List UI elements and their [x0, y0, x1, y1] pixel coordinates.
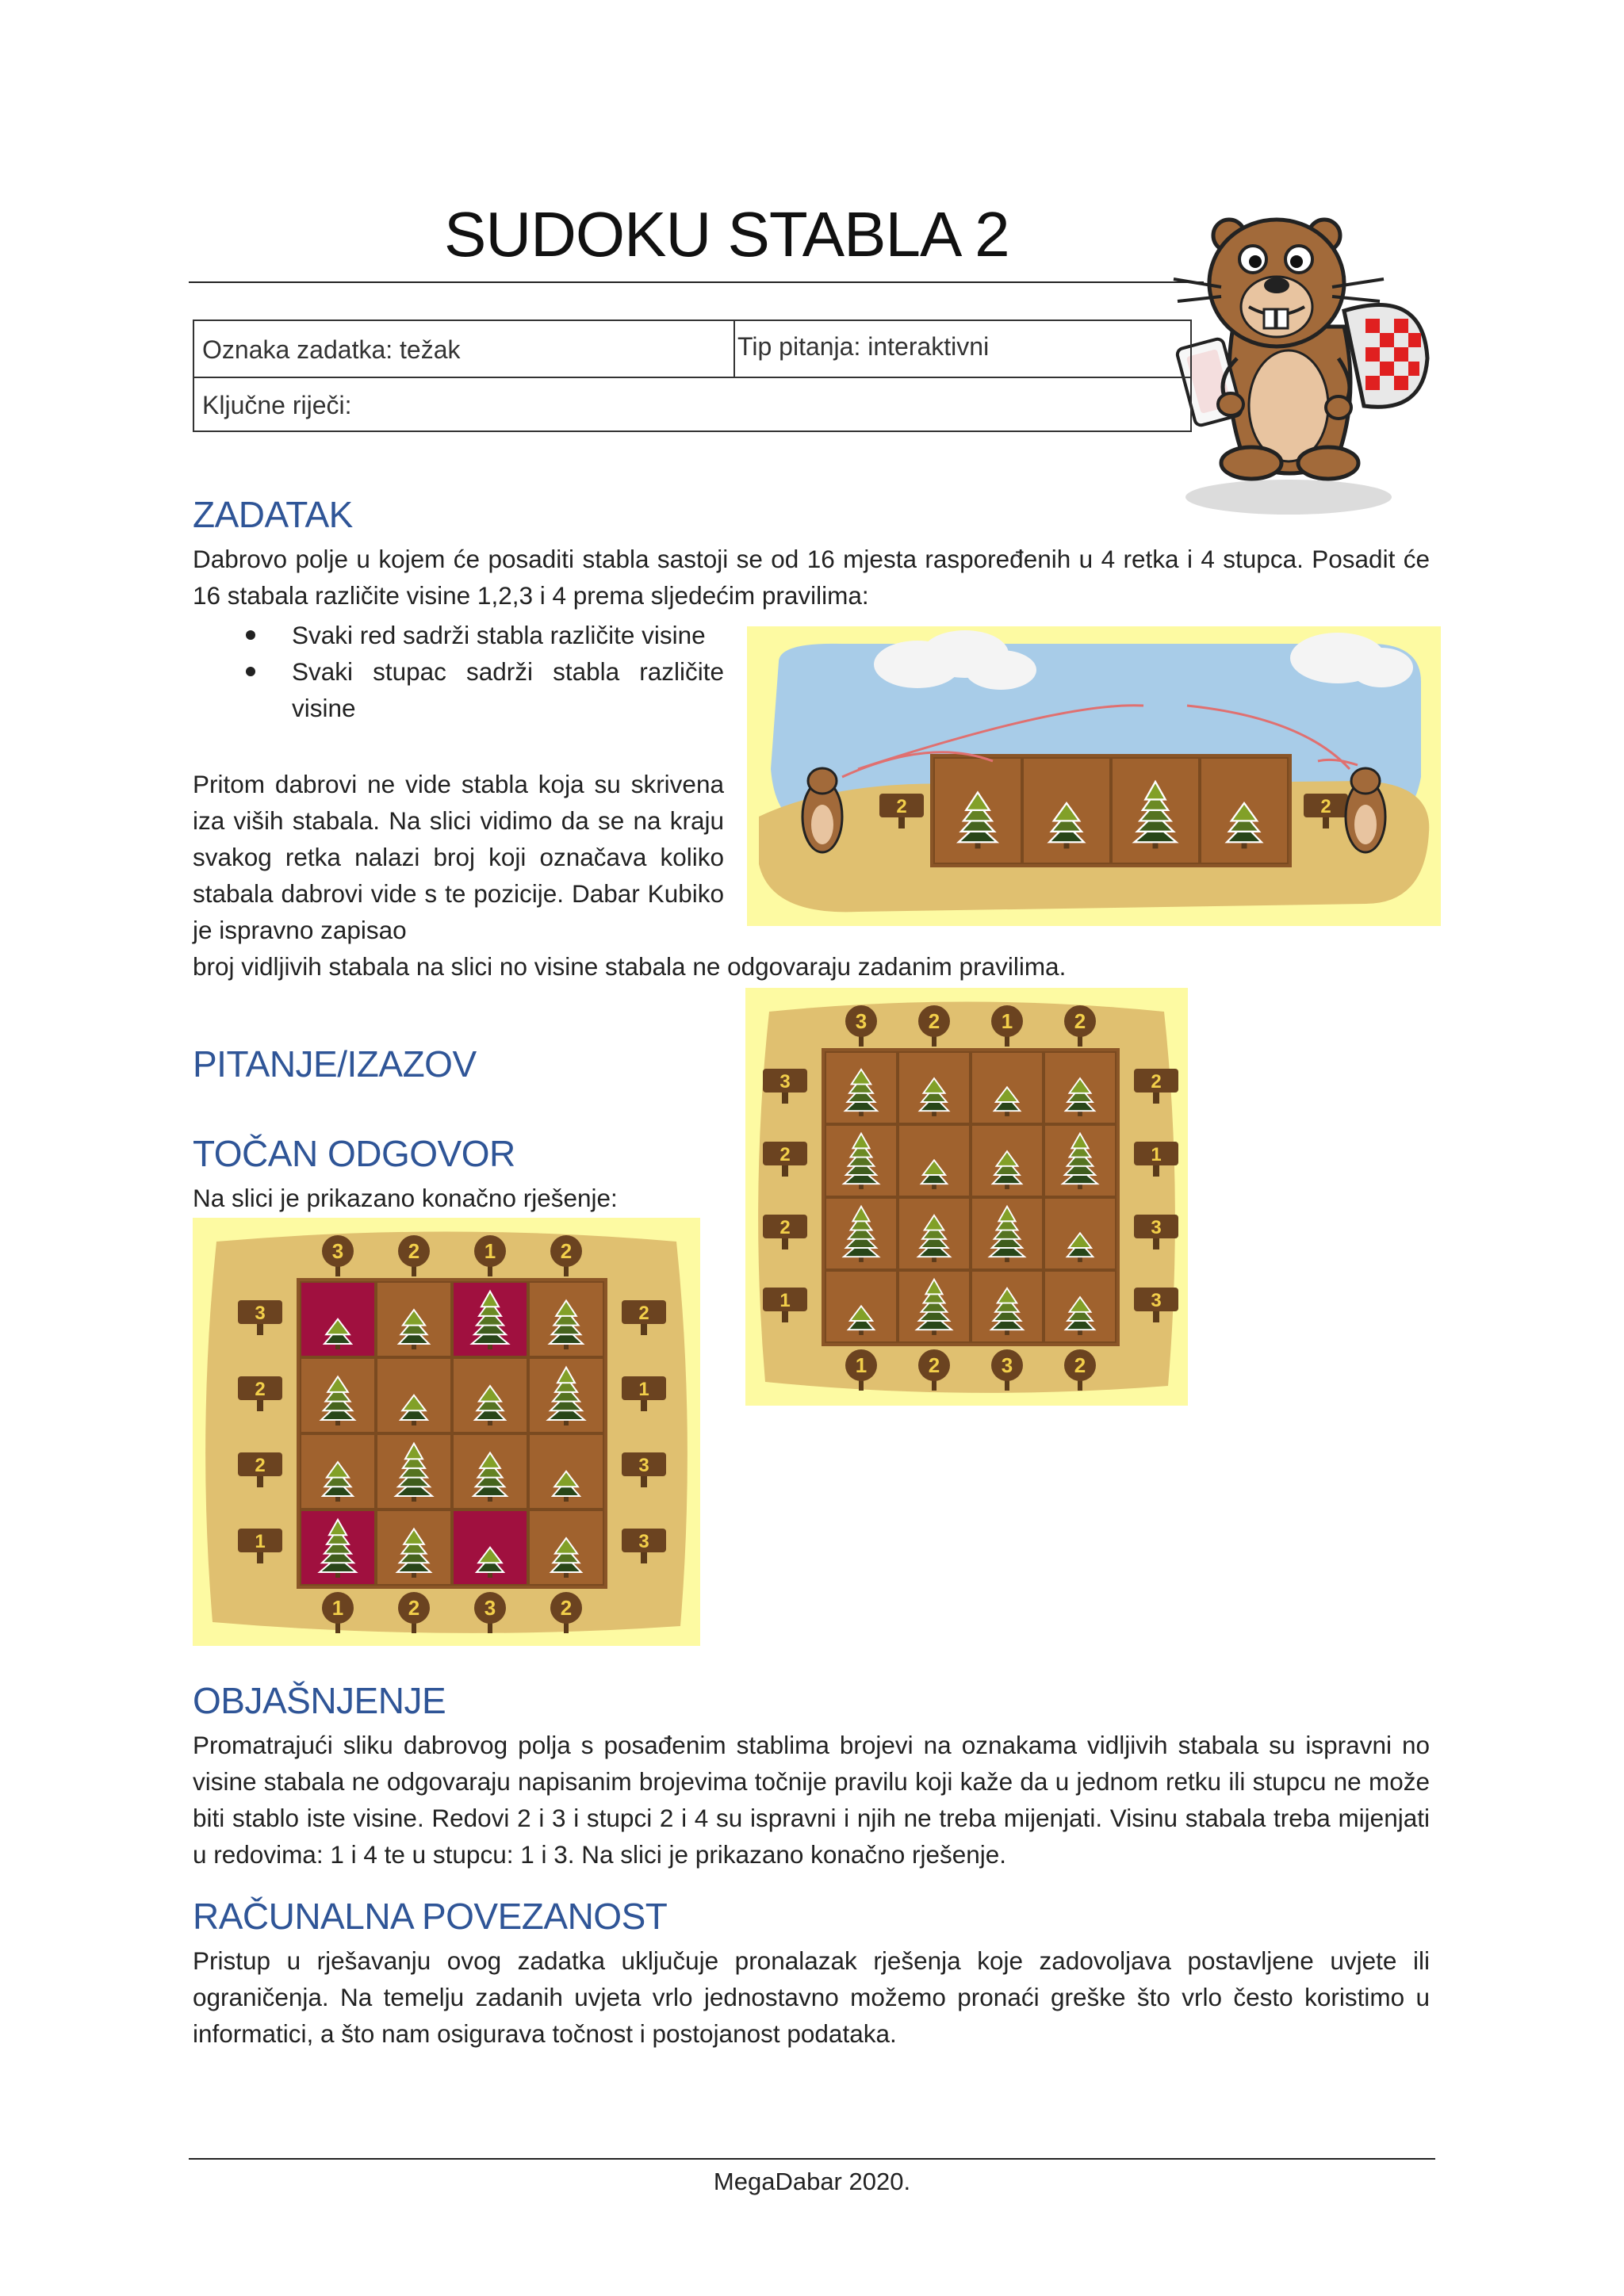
bullet-dot [246, 630, 255, 640]
example-row-illustration [747, 626, 1441, 926]
task-info-table [193, 320, 1192, 432]
svg-text:2: 2 [779, 1144, 791, 1165]
svg-text:3: 3 [1151, 1290, 1162, 1311]
svg-text:2: 2 [408, 1596, 420, 1620]
task-visibility-text-end: broj vidljivih stabala na slici no visine stabala ne odgovaraju zadanim pravilima. [193, 952, 1067, 981]
beaver-right-icon [1346, 768, 1385, 852]
svg-text:2: 2 [408, 1239, 420, 1263]
svg-text:1: 1 [1151, 1144, 1162, 1165]
task-difficulty-label: Oznaka zadatka: težak [202, 335, 461, 364]
svg-text:2: 2 [1074, 1009, 1086, 1033]
svg-text:2: 2 [560, 1239, 573, 1263]
svg-text:1: 1 [484, 1239, 496, 1263]
footer-divider [189, 2158, 1435, 2160]
computational-link-text: Pristup u rješavanju ovog zadatka uključuje pronalazak rješenja koje zadovoljava postavljene uvjete ili ograničenja. Na temelju zadanih uvjeta vrlo jednostavno možemo pronaći greške što vrlo često koristimo u informatici, a što nam osigurava točnost i postojanost podataka. [193, 1946, 1430, 2048]
keywords-label: Ključne riječi: [202, 391, 352, 419]
svg-text:2: 2 [560, 1596, 573, 1620]
bullet-dot [246, 667, 255, 676]
svg-text:3: 3 [255, 1303, 266, 1324]
svg-text:2: 2 [1074, 1353, 1086, 1377]
svg-text:1: 1 [779, 1290, 791, 1311]
task-intro-text: Dabrovo polje u kojem će posaditi stabla sastoji se od 16 mjesta raspoređenih u 4 retka i 4 stupca. Posadit će 16 stabala različite visine 1,2,3 i 4 prema sljedećim pravilima: [193, 545, 1430, 610]
svg-text:3: 3 [331, 1239, 344, 1263]
svg-text:2: 2 [638, 1303, 649, 1324]
svg-text:2: 2 [896, 796, 907, 817]
section-heading-objasnjenje: OBJAŠNJENJE [193, 1680, 446, 1721]
section-heading-odgovor: TOČAN ODGOVOR [193, 1133, 515, 1174]
svg-text:3: 3 [484, 1596, 496, 1620]
section-heading-zadatak: ZADATAK [193, 494, 353, 535]
svg-text:3: 3 [638, 1455, 649, 1476]
svg-text:3: 3 [779, 1071, 791, 1093]
svg-text:2: 2 [779, 1217, 791, 1238]
svg-text:1: 1 [638, 1379, 649, 1400]
question-type-label: Tip pitanja: interaktivni [737, 332, 990, 361]
svg-text:2: 2 [928, 1009, 940, 1033]
svg-text:1: 1 [255, 1531, 266, 1552]
svg-text:1: 1 [855, 1353, 868, 1377]
answer-intro-text: Na slici je prikazano konačno rješenje: [193, 1184, 618, 1212]
svg-text:3: 3 [855, 1009, 868, 1033]
task-visibility-text: Pritom dabrovi ne vide stabla koja su skrivena iza viših stabala. Na slici vidimo da se na kraju svakog retka nalazi broj koji označava koliko stabala dabrovi vide s te pozicije. Dabar Kubiko je ispravno zapisao [193, 770, 724, 944]
svg-text:3: 3 [1001, 1353, 1013, 1377]
rule-bullet-2: Svaki stupac sadrži stabla različite visine [292, 653, 724, 726]
svg-text:1: 1 [331, 1596, 344, 1620]
svg-text:3: 3 [1151, 1217, 1162, 1238]
svg-text:3: 3 [638, 1531, 649, 1552]
rule-bullet-1: Svaki red sadrži stabla različite visine [292, 617, 724, 653]
svg-text:2: 2 [1151, 1071, 1162, 1093]
explanation-text: Promatrajući sliku dabrovog polja s posađenim stablima brojevi na oznakama vidljivih stabala su ispravni no visine stabala ne odgovaraju napisanim brojevima točnije pravilu koji kaže da u jednom retku ili stupcu ne može biti stablo iste visine. Redovi 2 i 3 i stupci 2 i 4 su ispravni i njih ne treba mijenjati. Visinu stabala treba mijenjati u redovima: 1 i 4 te u stupcu: 1 i 3. Na slici je prikazano konačno rješenje. [193, 1731, 1430, 1869]
beaver-mascot-illustration [1158, 208, 1435, 525]
title-divider [189, 281, 1204, 283]
footer-text: MegaDabar 2020. [713, 2168, 911, 2195]
section-heading-pitanje: PITANJE/IZAZOV [193, 1043, 477, 1085]
svg-text:2: 2 [255, 1379, 266, 1400]
svg-text:1: 1 [1001, 1009, 1013, 1033]
solution-grid-illustration [193, 1218, 700, 1646]
svg-text:2: 2 [928, 1353, 940, 1377]
svg-text:2: 2 [1320, 796, 1331, 817]
svg-text:2: 2 [255, 1455, 266, 1476]
beaver-left-icon [802, 768, 842, 852]
section-heading-povezanost: RAČUNALNA POVEZANOST [193, 1896, 668, 1937]
page-title: SUDOKU STABLA 2 [444, 199, 1009, 270]
